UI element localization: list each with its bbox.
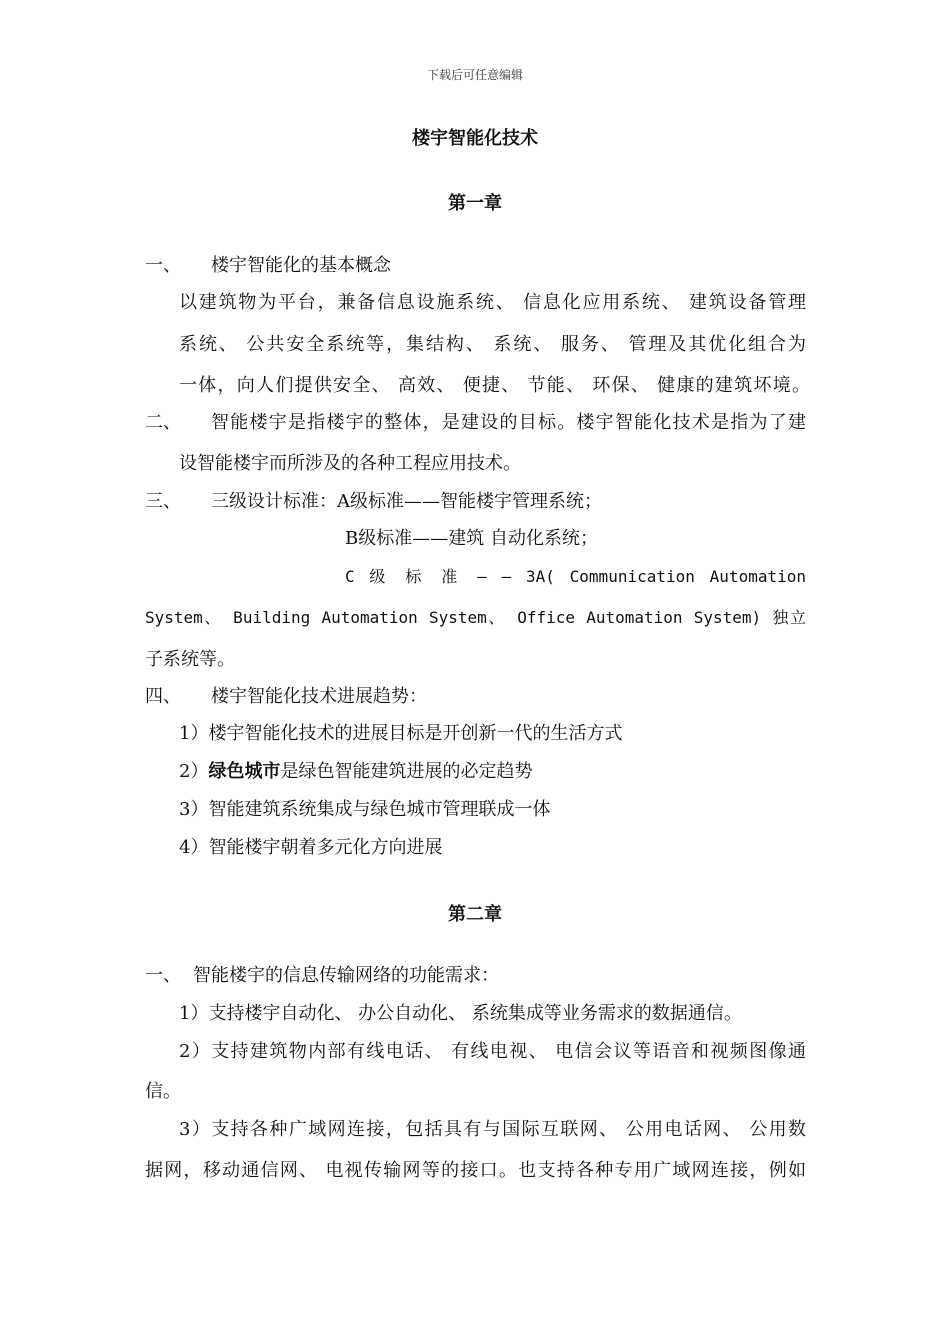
section-3-standard-c: C 级 标 准 — — 3A( Communication Automation xyxy=(345,567,806,586)
trend-item-text: 是绿色智能建筑进展的必定趋势 xyxy=(280,761,533,782)
section-3-standard-c-continued: System、 Building Automation System、 Office Automation System) 独立 xyxy=(145,608,806,627)
chapter-2-heading: 第二章 xyxy=(448,904,502,925)
ch2-paragraph-2-line-2: 信。 xyxy=(145,1081,181,1102)
section-3-standard-c-end: 子系统等。 xyxy=(145,649,235,670)
page-header-note: 下载后可任意编辑 xyxy=(426,68,523,82)
document-title: 楼宇智能化技术 xyxy=(412,128,538,149)
section-2-line-2: 设智能楼宇而所涉及的各种工程应用技术。 xyxy=(179,453,521,474)
trend-item-3 xyxy=(179,798,550,822)
ch2-paragraph-3-line-1: 3）支持各种广域网连接，包括具有与国际互联网、 公用电话网、 公用数 xyxy=(179,1119,806,1140)
section-3-standard-b: B级标准——建筑 自动化系统； xyxy=(345,528,598,549)
section-2-line-1: 智能楼宇是指楼宇的整体，是建设的目标。楼宇智能化技术是指为了建 xyxy=(211,412,806,433)
section-4-title: 楼宇智能化技术进展趋势： xyxy=(211,686,427,707)
trend-item-text: 智能建筑系统集成与绿色城市管理联成一体 xyxy=(208,799,551,820)
section-1-title: 楼宇智能化的基本概念 xyxy=(211,255,391,276)
ch2-paragraph-1: 1）支持楼宇自动化、 办公自动化、 系统集成等业务需求的数据通信。 xyxy=(179,1003,742,1024)
trend-item-prefix: 4） xyxy=(179,837,209,858)
trend-item-prefix: 1） xyxy=(179,723,209,744)
section-1-line-1: 以建筑物为平台，兼备信息设施系统、 信息化应用系统、 建筑设备管理 xyxy=(179,292,806,313)
ch2-section-1-number: 一、 xyxy=(145,965,181,986)
ch2-paragraph-2-line-1: 2）支持建筑物内部有线电话、 有线电视、 电信会议等语音和视频图像通 xyxy=(179,1041,806,1062)
trend-item-1 xyxy=(179,722,622,746)
section-1-line-3: 一体，向人们提供安全、 高效、 便捷、 节能、 环保、 健康的建筑坏境。 xyxy=(179,375,810,396)
section-2-number: 二、 xyxy=(145,412,181,433)
ch2-paragraph-3-line-2: 据网，移动通信网、 电视传输网等的接口。也支持各种专用广域网连接，例如 xyxy=(145,1160,806,1181)
chapter-1-heading: 第一章 xyxy=(448,193,502,214)
trend-item-prefix: 2） xyxy=(179,761,209,782)
section-1-number: 一、 xyxy=(145,255,181,276)
ch2-section-1-title: 智能楼宇的信息传输网络的功能需求： xyxy=(193,965,499,986)
section-4-number: 四、 xyxy=(145,686,181,707)
section-3-number: 三、 xyxy=(145,491,181,512)
trend-item-text: 楼宇智能化技术的进展目标是开创新一代的生活方式 xyxy=(208,723,623,744)
trend-item-2 xyxy=(179,760,532,784)
trend-item-bold-term: 绿色城市 xyxy=(208,761,281,782)
trend-item-prefix: 3） xyxy=(179,799,209,820)
section-3-standard-a: 三级设计标准：A级标准——智能楼宇管理系统； xyxy=(211,491,602,512)
section-1-line-2: 系统、 公共安全系统等，集结构、 系统、 服务、 管理及其优化组合为 xyxy=(179,334,806,355)
trend-item-text: 智能楼宇朝着多元化方向进展 xyxy=(208,837,443,858)
trend-item-4 xyxy=(179,836,442,860)
